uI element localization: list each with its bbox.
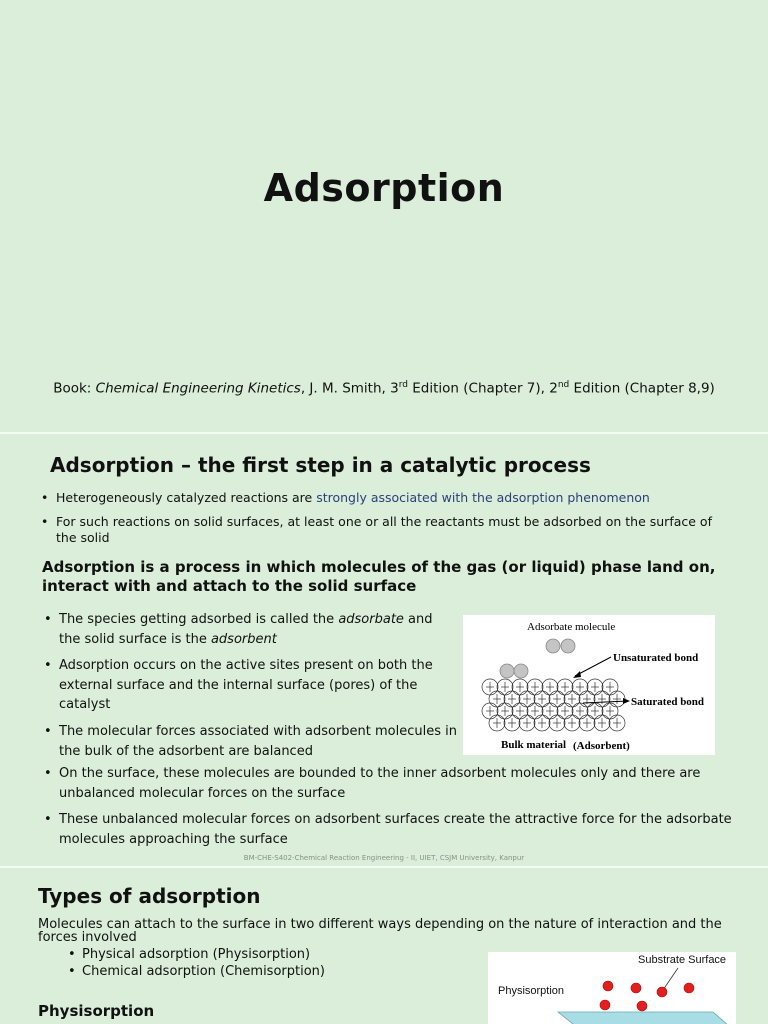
- unsaturated-bond-label: Unsaturated bond: [613, 652, 699, 664]
- edition-text-2: Edition (Chapter 8,9): [569, 380, 715, 397]
- saturated-bond-label: Saturated bond: [631, 696, 705, 708]
- type-physical: • Physical adsorption (Physisorption): [82, 947, 310, 962]
- substrate-plane: [558, 1012, 736, 1024]
- slide-title: Types of adsorption: [38, 884, 261, 908]
- slide-title: Adsorption – the first step in a catalytic process: [50, 453, 591, 477]
- edition-text-1: Edition (Chapter 7), 2: [407, 380, 558, 397]
- physisorption-diagram: [488, 952, 736, 1024]
- saturated-arrowhead: [623, 698, 630, 704]
- bulk-material-label: Bulk material: [501, 739, 567, 751]
- adsorbate-molecules: [500, 639, 575, 678]
- physisorption-label: Physisorption: [498, 985, 565, 997]
- slide-title: Adsorption: [263, 166, 505, 210]
- intro-text: Molecules can attach to the surface in two different ways depending on the nature of interaction and the forces involved: [38, 917, 722, 945]
- adsorption-diagram: [463, 615, 715, 755]
- edition-sup-2: nd: [557, 380, 570, 390]
- bullet-adsorbate: [59, 610, 455, 649]
- edition-sup-1: rd: [398, 380, 408, 390]
- adsorbent-lattice: [482, 679, 625, 731]
- adsorbate-dots: [600, 981, 694, 1011]
- bullet-attractive-force: • These unbalanced molecular forces on adsorbent surfaces create the attractive force for the adsorbate molecules approaching the surface: [59, 810, 739, 849]
- substrate-pointer: [663, 968, 678, 990]
- bullet-text: Heterogeneously catalyzed reactions are: [56, 490, 317, 505]
- saturated-arrow: [583, 701, 628, 703]
- type-chemical: • Chemical adsorption (Chemisorption): [82, 964, 325, 979]
- adsorption-slide: [0, 434, 768, 866]
- types-slide: [0, 868, 768, 1024]
- book-title: Chemical Engineering Kinetics: [95, 380, 301, 397]
- term-adsorbent: adsorbent: [210, 631, 277, 647]
- adsorption-diagram-svg: [463, 615, 715, 755]
- unsaturated-arrow: [575, 657, 611, 676]
- bullet-heterogeneous: [56, 490, 736, 506]
- bullet-active-sites: • Adsorption occurs on the active sites present on both the external surface and the internal surface (pores) of the catalyst: [59, 656, 439, 715]
- bullet-solid-surfaces: • For such reactions on solid surfaces, at least one or all the reactants must be adsorbed on the surface of the solid: [56, 514, 726, 546]
- title-slide: [0, 0, 768, 432]
- bullet-text: The species getting adsorbed is called the: [59, 612, 339, 627]
- adsorbent-label: (Adsorbent): [573, 740, 630, 752]
- term-adsorbate: adsorbate: [338, 612, 404, 627]
- footer-text: BM-CHE-S402-Chemical Reaction Engineering - II, UIET, CSJM University, Kanpur: [243, 854, 525, 862]
- adsorbate-label: Adsorbate molecule: [527, 621, 616, 633]
- book-prefix: Book:: [53, 380, 96, 397]
- bullet-unbalanced-forces: • On the surface, these molecules are bounded to the inner adsorbent molecules only and there are unbalanced molecular forces on the surface: [59, 764, 739, 803]
- physisorption-heading: Physisorption: [38, 1002, 155, 1020]
- bullet-balanced-forces: • The molecular forces associated with adsorbent molecules in the bulk of the adsorbent are balanced: [59, 722, 459, 761]
- bullet-text: and the solid surface is the: [59, 612, 433, 647]
- book-reference: [0, 380, 768, 397]
- substrate-surface-label: Substrate Surface: [638, 954, 727, 966]
- highlighted-text: strongly associated with the adsorption phenomenon: [316, 490, 650, 505]
- unsaturated-arrowhead: [573, 671, 581, 678]
- book-author: , J. M. Smith, 3: [300, 380, 399, 397]
- definition-heading: Adsorption is a process in which molecules of the gas (or liquid) phase land on, interact with and attach to the solid surface: [42, 558, 716, 595]
